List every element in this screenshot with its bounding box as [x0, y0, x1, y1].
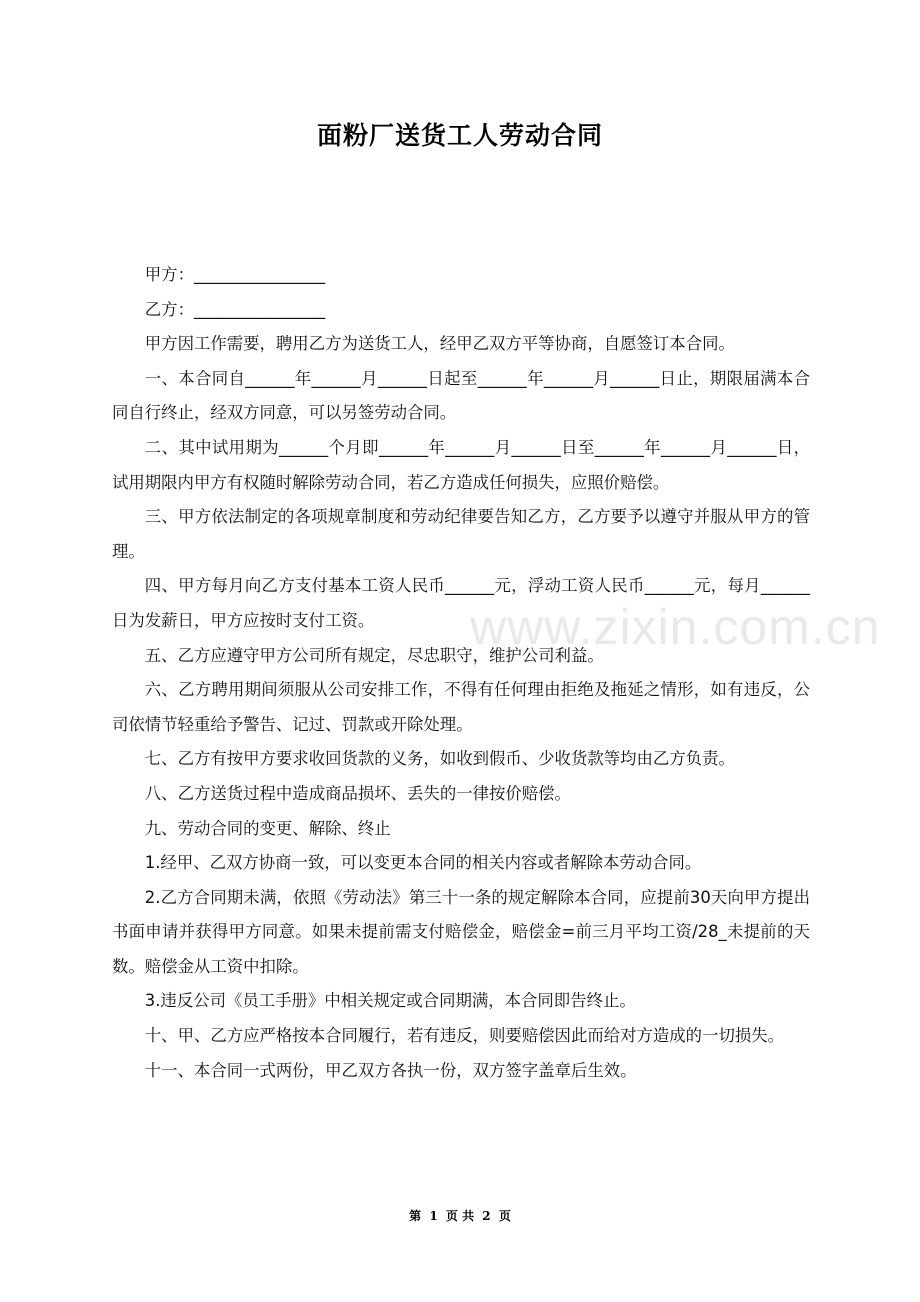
footer-suffix: 页 — [498, 1209, 511, 1223]
footer-total-pages: 2 — [482, 1209, 491, 1223]
page-footer — [0, 1207, 920, 1224]
clause-6: 六、乙方聘用期间须服从公司安排工作，不得有任何理由拒绝及拖延之情形，如有违反，公司依情节轻重给予警告、记过、罚款或开除处理。 — [112, 680, 810, 734]
watermark: www.zixin.com.cn — [470, 599, 881, 655]
document-title: 面粉厂送货工人劳动合同 — [316, 121, 603, 150]
clause-3: 三、甲方依法制定的各项规章制度和劳动纪律要告知乙方，乙方要予以遵守并服从甲方的管理。 — [112, 507, 810, 561]
clause-1: 一、本合同自______年______月______日起至______年______月______日止，期限届满本合同自行终止，经双方同意，可以另签劳动合同。 — [112, 368, 810, 423]
intro-paragraph: 甲方因工作需要，聘用乙方为送货工人，经甲乙双方平等协商，自愿签订本合同。 — [144, 334, 735, 354]
clause-11: 十一、本合同一式两份，甲乙双方各执一份，双方签字盖章后生效。 — [144, 1060, 637, 1080]
clause-7: 七、乙方有按甲方要求收回货款的义务，如收到假币、少收货款等均由乙方负责。 — [144, 749, 735, 769]
clause-10: 十、甲、乙方应严格按本合同履行，若有违反，则要赔偿因此而给对方造成的一切损失。 — [144, 1026, 785, 1046]
clause-5: 五、乙方应遵守甲方公司所有规定，尽忠职守，维护公司利益。 — [144, 645, 604, 665]
footer-middle: 页 共 — [445, 1209, 475, 1223]
document-body — [112, 258, 810, 1088]
party-a-line: 甲方：________________ — [144, 265, 326, 284]
party-b-line: 乙方：________________ — [144, 299, 326, 319]
clause-9-item-1: 1.经甲、乙双方协商一致，可以变更本合同的相关内容或者解除本劳动合同。 — [144, 853, 702, 873]
footer-prefix: 第 — [409, 1209, 422, 1223]
clause-8: 八、乙方送货过程中造成商品损坏、丢失的一律按价赔偿。 — [144, 783, 571, 803]
clause-9-item-3: 3.违反公司《员工手册》中相关规定或合同期满，本合同即告终止。 — [144, 991, 636, 1011]
footer-current-page: 1 — [429, 1209, 438, 1223]
clause-9-item-2: 2.乙方合同期未满，依照《劳动法》第三十一条的规定解除本合同，应提前30天向甲方提出书面申请并获得甲方同意。如果未提前需支付赔偿金，赔偿金=前三月平均工资/28_未提前的天数。赔偿金从工资中扣除。 — [112, 887, 810, 976]
clause-4: 四、甲方每月向乙方支付基本工资人民币______元，浮动工资人民币______元，每月______日为发薪日，甲方应按时支付工资。 — [112, 576, 810, 630]
clause-9-heading: 九、劳动合同的变更、解除、终止 — [144, 818, 391, 838]
clause-2: 二、其中试用期为______个月即______年______月______日至______年______月______日，试用期限内甲方有权随时解除劳动合同，若乙方造成任何损失，应照价赔偿。 — [112, 437, 810, 492]
